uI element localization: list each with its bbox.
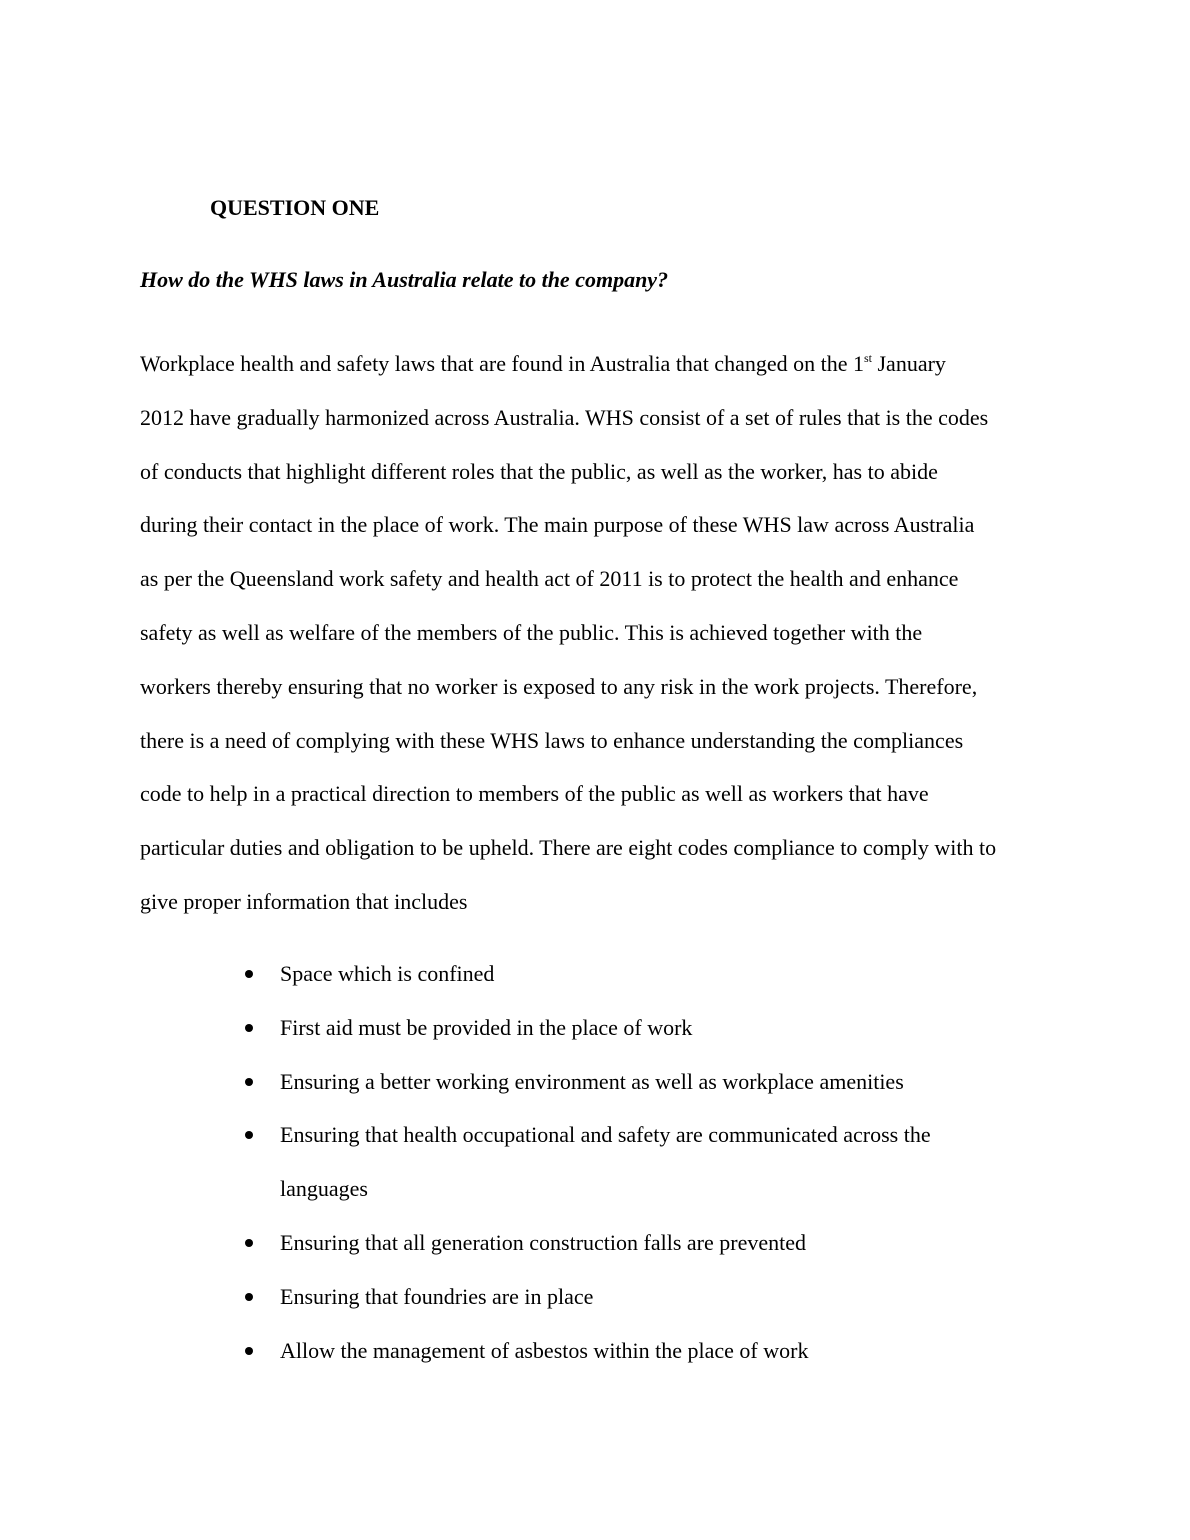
list-item-text: Ensuring that all generation construction falls are prevented [280, 1229, 806, 1255]
body-paragraph [140, 337, 1060, 929]
bullet-icon [245, 1131, 253, 1139]
compliance-code-list [0, 947, 931, 1377]
list-item-text: Ensuring that foundries are in place [280, 1283, 594, 1309]
list-item-text: Space which is confined [280, 961, 495, 986]
paragraph-line [140, 337, 1060, 391]
bullet-icon [245, 1239, 253, 1247]
bullet-icon [245, 1293, 253, 1301]
bullet-icon [245, 970, 253, 978]
list-item [0, 1216, 931, 1270]
bullet-icon [245, 1024, 253, 1032]
list-item-text: Ensuring a better working environment as well as workplace amenities [280, 1068, 904, 1094]
paragraph-text: Workplace health and safety laws that are found in Australia that changed on the 1 [140, 351, 864, 376]
page-heading: QUESTION ONE [210, 195, 380, 220]
bullet-icon [245, 1347, 253, 1355]
paragraph-line: 2012 have gradually harmonized across Australia. WHS consist of a set of rules that is the codes [140, 404, 989, 430]
paragraph-line: code to help in a practical direction to members of the public as well as workers that have [140, 781, 929, 807]
list-item [0, 1270, 931, 1324]
list-item [0, 1324, 931, 1378]
bullet-icon [245, 1078, 253, 1086]
paragraph-line: give proper information that includes [140, 888, 468, 914]
list-item [0, 1108, 931, 1216]
list-item-text: First aid must be provided in the place of work [280, 1014, 693, 1040]
list-item [0, 947, 931, 1001]
list-item-continuation: languages [280, 1176, 368, 1202]
list-item [0, 1001, 931, 1055]
ordinal-superscript: st [863, 351, 872, 365]
list-item [0, 1055, 931, 1109]
paragraph-line: workers thereby ensuring that no worker is exposed to any risk in the work projects. Therefore, [140, 673, 978, 699]
paragraph-line: there is a need of complying with these WHS laws to enhance understanding the compliances [140, 727, 964, 753]
paragraph-line: during their contact in the place of work. The main purpose of these WHS law across Australia [140, 512, 975, 538]
paragraph-line: particular duties and obligation to be upheld. There are eight codes compliance to comply with to [140, 835, 997, 861]
paragraph-line: as per the Queensland work safety and health act of 2011 is to protect the health and enhance [140, 566, 959, 592]
list-item-text: Allow the management of asbestos within the place of work [280, 1337, 809, 1363]
paragraph-text: January [872, 351, 946, 376]
list-item-text: Ensuring that health occupational and safety are communicated across the [280, 1122, 931, 1148]
paragraph-line: safety as well as welfare of the members of the public. This is achieved together with the [140, 619, 923, 645]
question-subheading: How do the WHS laws in Australia relate to the company? [140, 267, 669, 292]
paragraph-line: of conducts that highlight different roles that the public, as well as the worker, has to abide [140, 458, 938, 484]
